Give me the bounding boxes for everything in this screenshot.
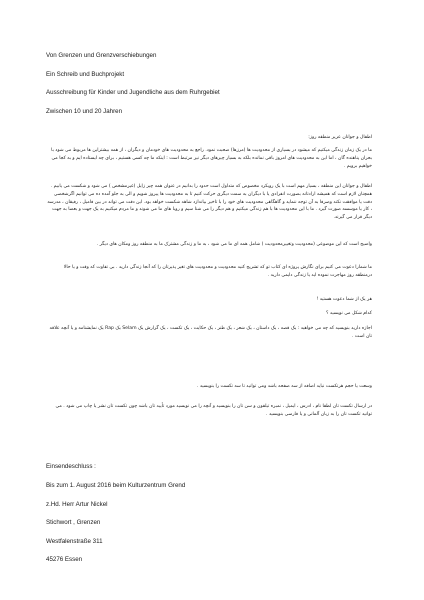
- postal-city: 45276 Essen: [46, 556, 83, 563]
- project-subtitle: Ein Schreib und Buchprojekt: [46, 71, 125, 78]
- submission-paragraph: در ارسال تکست تان لطفا نام ، ادرس ، ایمیل ، نمبره تیلفون و سن تان را بنویسید و آنچه را می نویسید مورد تأیید تان باشد چون تکست تان نشر یا چاپ می شود . می توانید تکست تان را به زبان آلمانی و یا فارسی بنویسید .: [55, 404, 372, 417]
- form-question: کدام شکل می نویسید ؟: [326, 311, 372, 316]
- age-range: Zwischen 10 und 20 Jahren: [46, 108, 123, 115]
- context-paragraph: اطفال و جوانان این منطقه ، بسیار مهم است با یک رویکرد مخصوص که متداول است حدود را بدانیم در عنوان همه چیز زایل (غیرمشخص ) می شود و شکست می یابیم . همچنان لازم است که همیشه ارادتانه بصورت انفرادی یا با دیگران به سمت دیگری حرکت کنیم تا به محدودیت ها پیروز شویم و الی به جلو آمده ده می توانیم اگرشخصی دقت یا موافقت نکند وصرفا به آن توجه ننماید و گاهگاهی محدودیت های خود را با تاخیر بیاندازد شاهد شکست خواهد بود. این دقت می تواند در بین فامیل ، رفیقان ، مدرسه ، کار یا موسسه صورت گیرد . ما با این محدودیت ها با هم زندگی میکنیم و هم دیگر را می شنا سیم و روبا های ما می شوند و ما مردم میکنیم به یک جهت و بعضا به جهت دیگر قرار می گیرند.: [47, 184, 372, 221]
- project-title: Von Grenzen und Grenzverschiebungen: [46, 52, 157, 59]
- keyword: Stichwort , Grenzen: [46, 519, 101, 526]
- invitation-line: هر یک از شما دعوت هستید !: [316, 297, 372, 302]
- invitation-paragraph: ما شمارا دعوت می کنیم برای نگارش پروژه ای کتاب تو که تشریح کنید محدودیت و محدودیت های تغیر پذیرتان را که آنجا زندگی دارید . بی تفاوت که وقت و یا حالا درمنطقه روز مهاجرت نموده اید یا زندگی دایمی دارید .: [63, 265, 372, 278]
- street-address: Westfalenstraße 311: [46, 538, 103, 545]
- length-paragraph: وسعت یا حجم هرتکست نباید اضافه از سه صفحه باشد ومی توانید تا سه تکست را بنویسید .: [196, 384, 372, 389]
- deadline-date: Bis zum 1. August 2016 beim Kulturzentrum Grend: [46, 482, 186, 489]
- intro-paragraph: ما در یک زمان زندگی میکنیم که میشود در بسیاری از محدودیت ها (مرزها) صحبت نمود. راجع به محدودیت های خودمان و دیگران ، از همه بیشتراین ها مربوط می شود با بحران پناهنده گان ، اما این به محدودیت های امروز باقی نمانده بلکه به بسیار چیزهای دیگر نیز مرتبط است : اینکه ما چه کسی هستیم ، برای چه ایستاده ایم و به کجا می خواهیم برویم .: [51, 148, 372, 169]
- formats-paragraph: اجازه دارید بنویسید که چه می خواهید : یک قصه ، یک داستان ، یک شعر ، یک طنز ، یک حکایت ، یک تکست ، یک گزارش یک Selam یک Rap یک نمایشنامه و یا آنچه علاقه تان است .: [49, 326, 372, 339]
- greeting: اطفال و جوانان عزیز منطقه روز:: [308, 135, 372, 140]
- topic-paragraph: واضیح است که این موضوعی (محدودیت وتغییرمحدودیت ) شامل همه ای ما می شود ، به ما و زندگی مشترک ما به منطقه روز ومکان های دیگر .: [96, 242, 372, 247]
- call-for-entries: Ausschreibung für Kinder und Jugendliche aus dem Ruhrgebiet: [46, 89, 220, 96]
- recipient: z.Hd. Herr Artur Nickel: [46, 501, 108, 508]
- deadline-label: Einsendeschluss :: [46, 463, 96, 470]
